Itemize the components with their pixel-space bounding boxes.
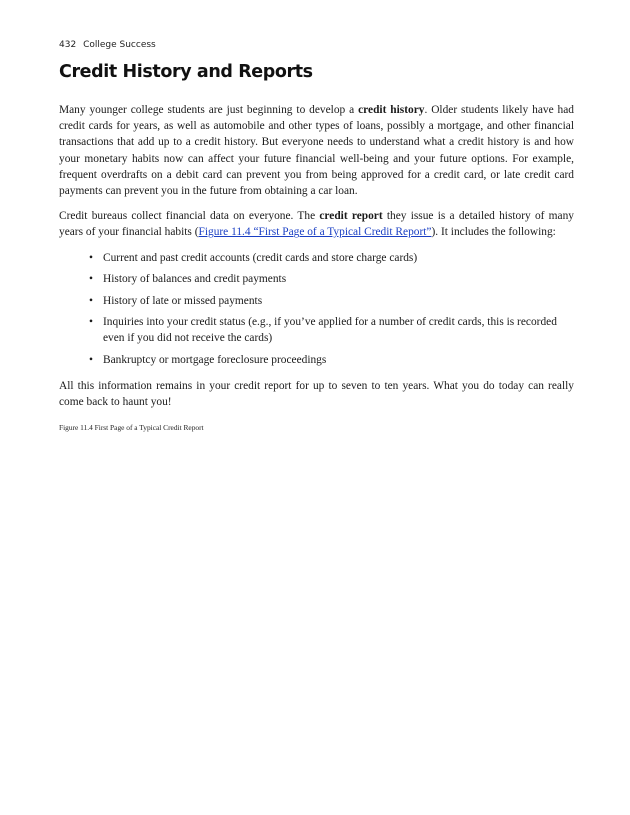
figure-link[interactable]: Figure 11.4 “First Page of a Typical Credit Report” bbox=[198, 226, 432, 239]
paragraph-text: Credit bureaus collect financial data on everyone. The bbox=[59, 210, 320, 223]
page bbox=[59, 38, 574, 432]
key-term-credit-report: credit report bbox=[319, 210, 383, 223]
paragraph-credit-history bbox=[59, 102, 574, 199]
paragraph-text: they issue is a detailed history of many years of your financial habits ( bbox=[59, 210, 574, 239]
bullet-icon: • bbox=[89, 316, 93, 329]
book-title: College Success bbox=[83, 40, 156, 50]
bullet-icon: • bbox=[89, 251, 93, 264]
list-item bbox=[89, 352, 574, 368]
paragraph-text: . Older students likely have had credit cards for years, as well as automobile and other types of loans, possibly a mortgage, and other financial transactions that add up to a credit history. But everyone needs to understand what a credit history is and how your monetary habits now can affect your future financial well-being and your future options. For example, frequent overdrafts on a debit card can prevent you from being approved for a credit card, or late credit card payments can prevent you in the future from obtaining a car loan. bbox=[59, 104, 575, 198]
figure-caption: Figure 11.4 First Page of a Typical Credit Report bbox=[59, 423, 204, 433]
list-item-text: Bankruptcy or mortgage foreclosure proceedings bbox=[103, 353, 327, 366]
paragraph-text: Many younger college students are just beginning to develop a bbox=[59, 104, 359, 116]
page-number: 432 bbox=[59, 40, 77, 50]
list-item bbox=[89, 314, 574, 346]
key-term-credit-history: credit history bbox=[358, 104, 425, 116]
bullet-icon: • bbox=[89, 273, 93, 286]
list-item-text: History of balances and credit payments bbox=[103, 273, 287, 286]
running-head bbox=[59, 38, 574, 52]
list-item-text: History of late or missed payments bbox=[103, 294, 263, 307]
list-item-text: Inquiries into your credit status (e.g., if you’ve applied for a number of credit cards, this is recorded even if you did not receive the cards) bbox=[103, 316, 557, 345]
list-item bbox=[89, 250, 574, 266]
bullet-icon: • bbox=[89, 353, 93, 366]
paragraph-text: ). It includes the following: bbox=[431, 226, 556, 239]
paragraph-credit-report bbox=[59, 208, 574, 240]
paragraph-conclusion: All this information remains in your credit report for up to seven to ten years. What you do today can really come back to haunt you! bbox=[59, 380, 574, 409]
list-item-text: Current and past credit accounts (credit cards and store charge cards) bbox=[103, 251, 418, 264]
list-item bbox=[89, 271, 574, 287]
bullet-icon: • bbox=[89, 294, 93, 307]
credit-report-contents-list bbox=[59, 250, 574, 368]
section-title: Credit History and Reports bbox=[59, 62, 313, 82]
list-item bbox=[89, 293, 574, 309]
